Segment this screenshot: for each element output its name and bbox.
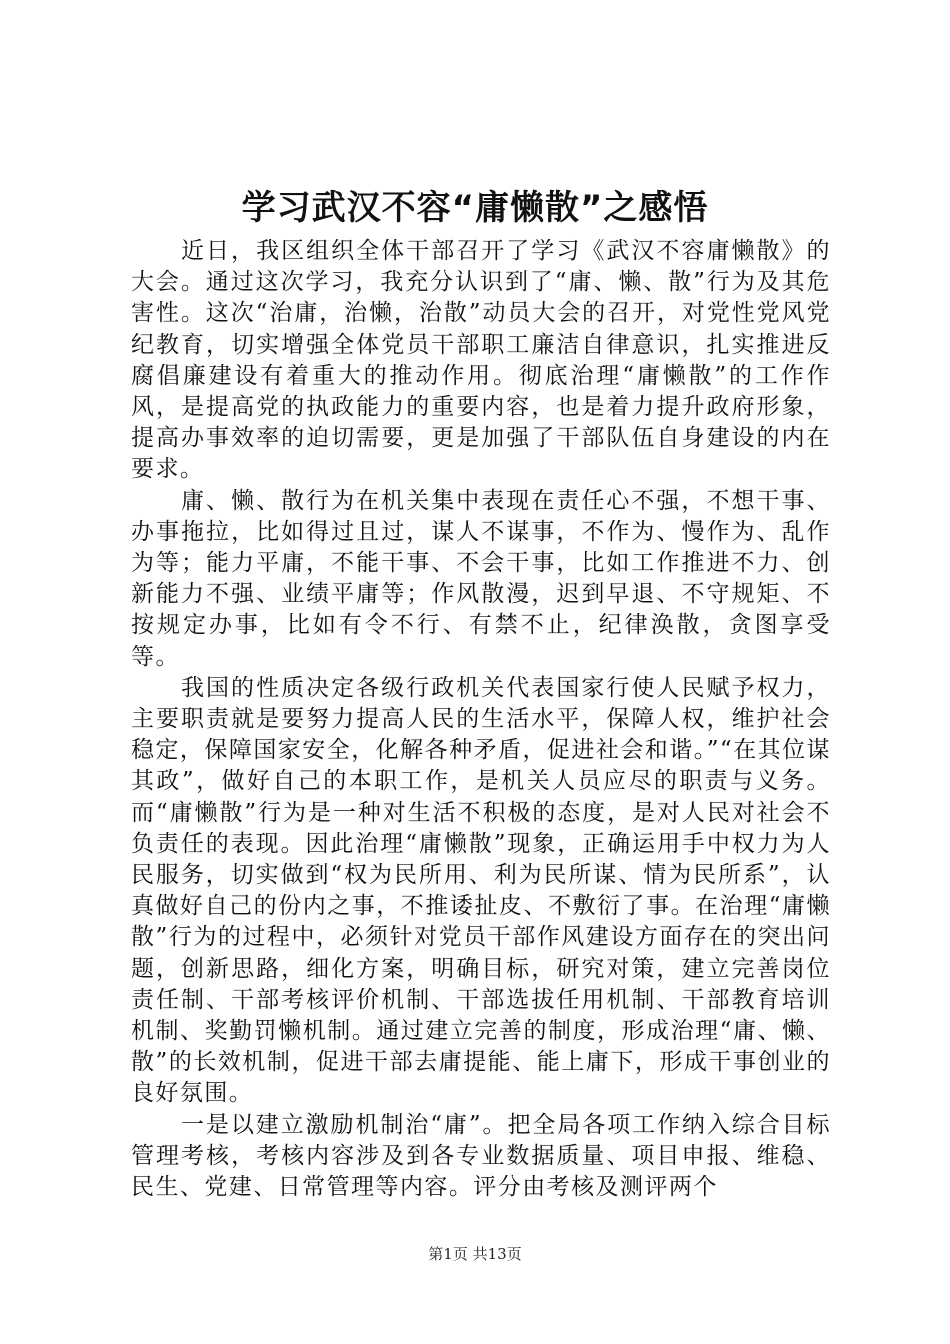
document-title: 学习武汉不容“庸懒散”之感悟 [241,188,709,228]
paragraph-2: 庸、懒、散行为在机关集中表现在责任心不强，不想干事、办事拖拉，比如得过且过，谋人不谋事，不作为、慢作为、乱作为等；能力平庸，不能干事、不会干事，比如工作推进不力、创新能力不强、业绩平庸等；作风散漫，迟到早退、不守规矩、不按规定办事，比如有令不行、有禁不止，纪律涣散，贪图享受等。 [131,487,831,670]
page-number-footer: 第1页 共13页 [428,1245,522,1263]
paragraph-3: 我国的性质决定各级行政机关代表国家行使人民赋予权力，主要职责就是要努力提高人民的生活水平，保障人权，维护社会稳定，保障国家安全，化解各种矛盾，促进社会和谐。”“在其位谋其政”，做好自己的本职工作，是机关人员应尽的职责与义务。而“庸懒散”行为是一种对生活不积极的态度，是对人民对社会不负责任的表现。因此治理“庸懒散”现象，正确运用手中权力为人民服务，切实做到“权为民所用、利为民所谋、情为民所系”，认真做好自己的份内之事，不推诿扯皮、不敷衍了事。在治理“庸懒散”行为的过程中，必须针对党员干部作风建设方面存在的突出问题，创新思路，细化方案，明确目标，研究对策，建立完善岗位责任制、干部考核评价机制、干部选拔任用机制、干部教育培训机制、奖勤罚懒机制。通过建立完善的制度，形成治理“庸、懒、散”的长效机制，促进干部去庸提能、能上庸下，形成干事创业的良好氛围。 [131,674,831,1107]
paragraph-1: 近日，我区组织全体干部召开了学习《武汉不容庸懒散》的大会。通过这次学习，我充分认识到了“庸、懒、散”行为及其危害性。这次“治庸，治懒，治散”动员大会的召开，对党性党风党纪教育，切实增强全体党员干部职工廉洁自律意识，扎实推进反腐倡廉建设有着重大的推动作用。彻底治理“庸懒散”的工作作风，是提高党的执政能力的重要内容，也是着力提升政府形象，提高办事效率的迫切需要，更是加强了干部队伍自身建设的内在要求。 [131,238,831,483]
document-body [131,236,831,1203]
paragraph-4: 一是以建立激励机制治“庸”。把全局各项工作纳入综合目标管理考核，考核内容涉及到各专业数据质量、项目申报、维稳、民生、党建、日常管理等内容。评分由考核及测评两个 [131,1111,831,1201]
